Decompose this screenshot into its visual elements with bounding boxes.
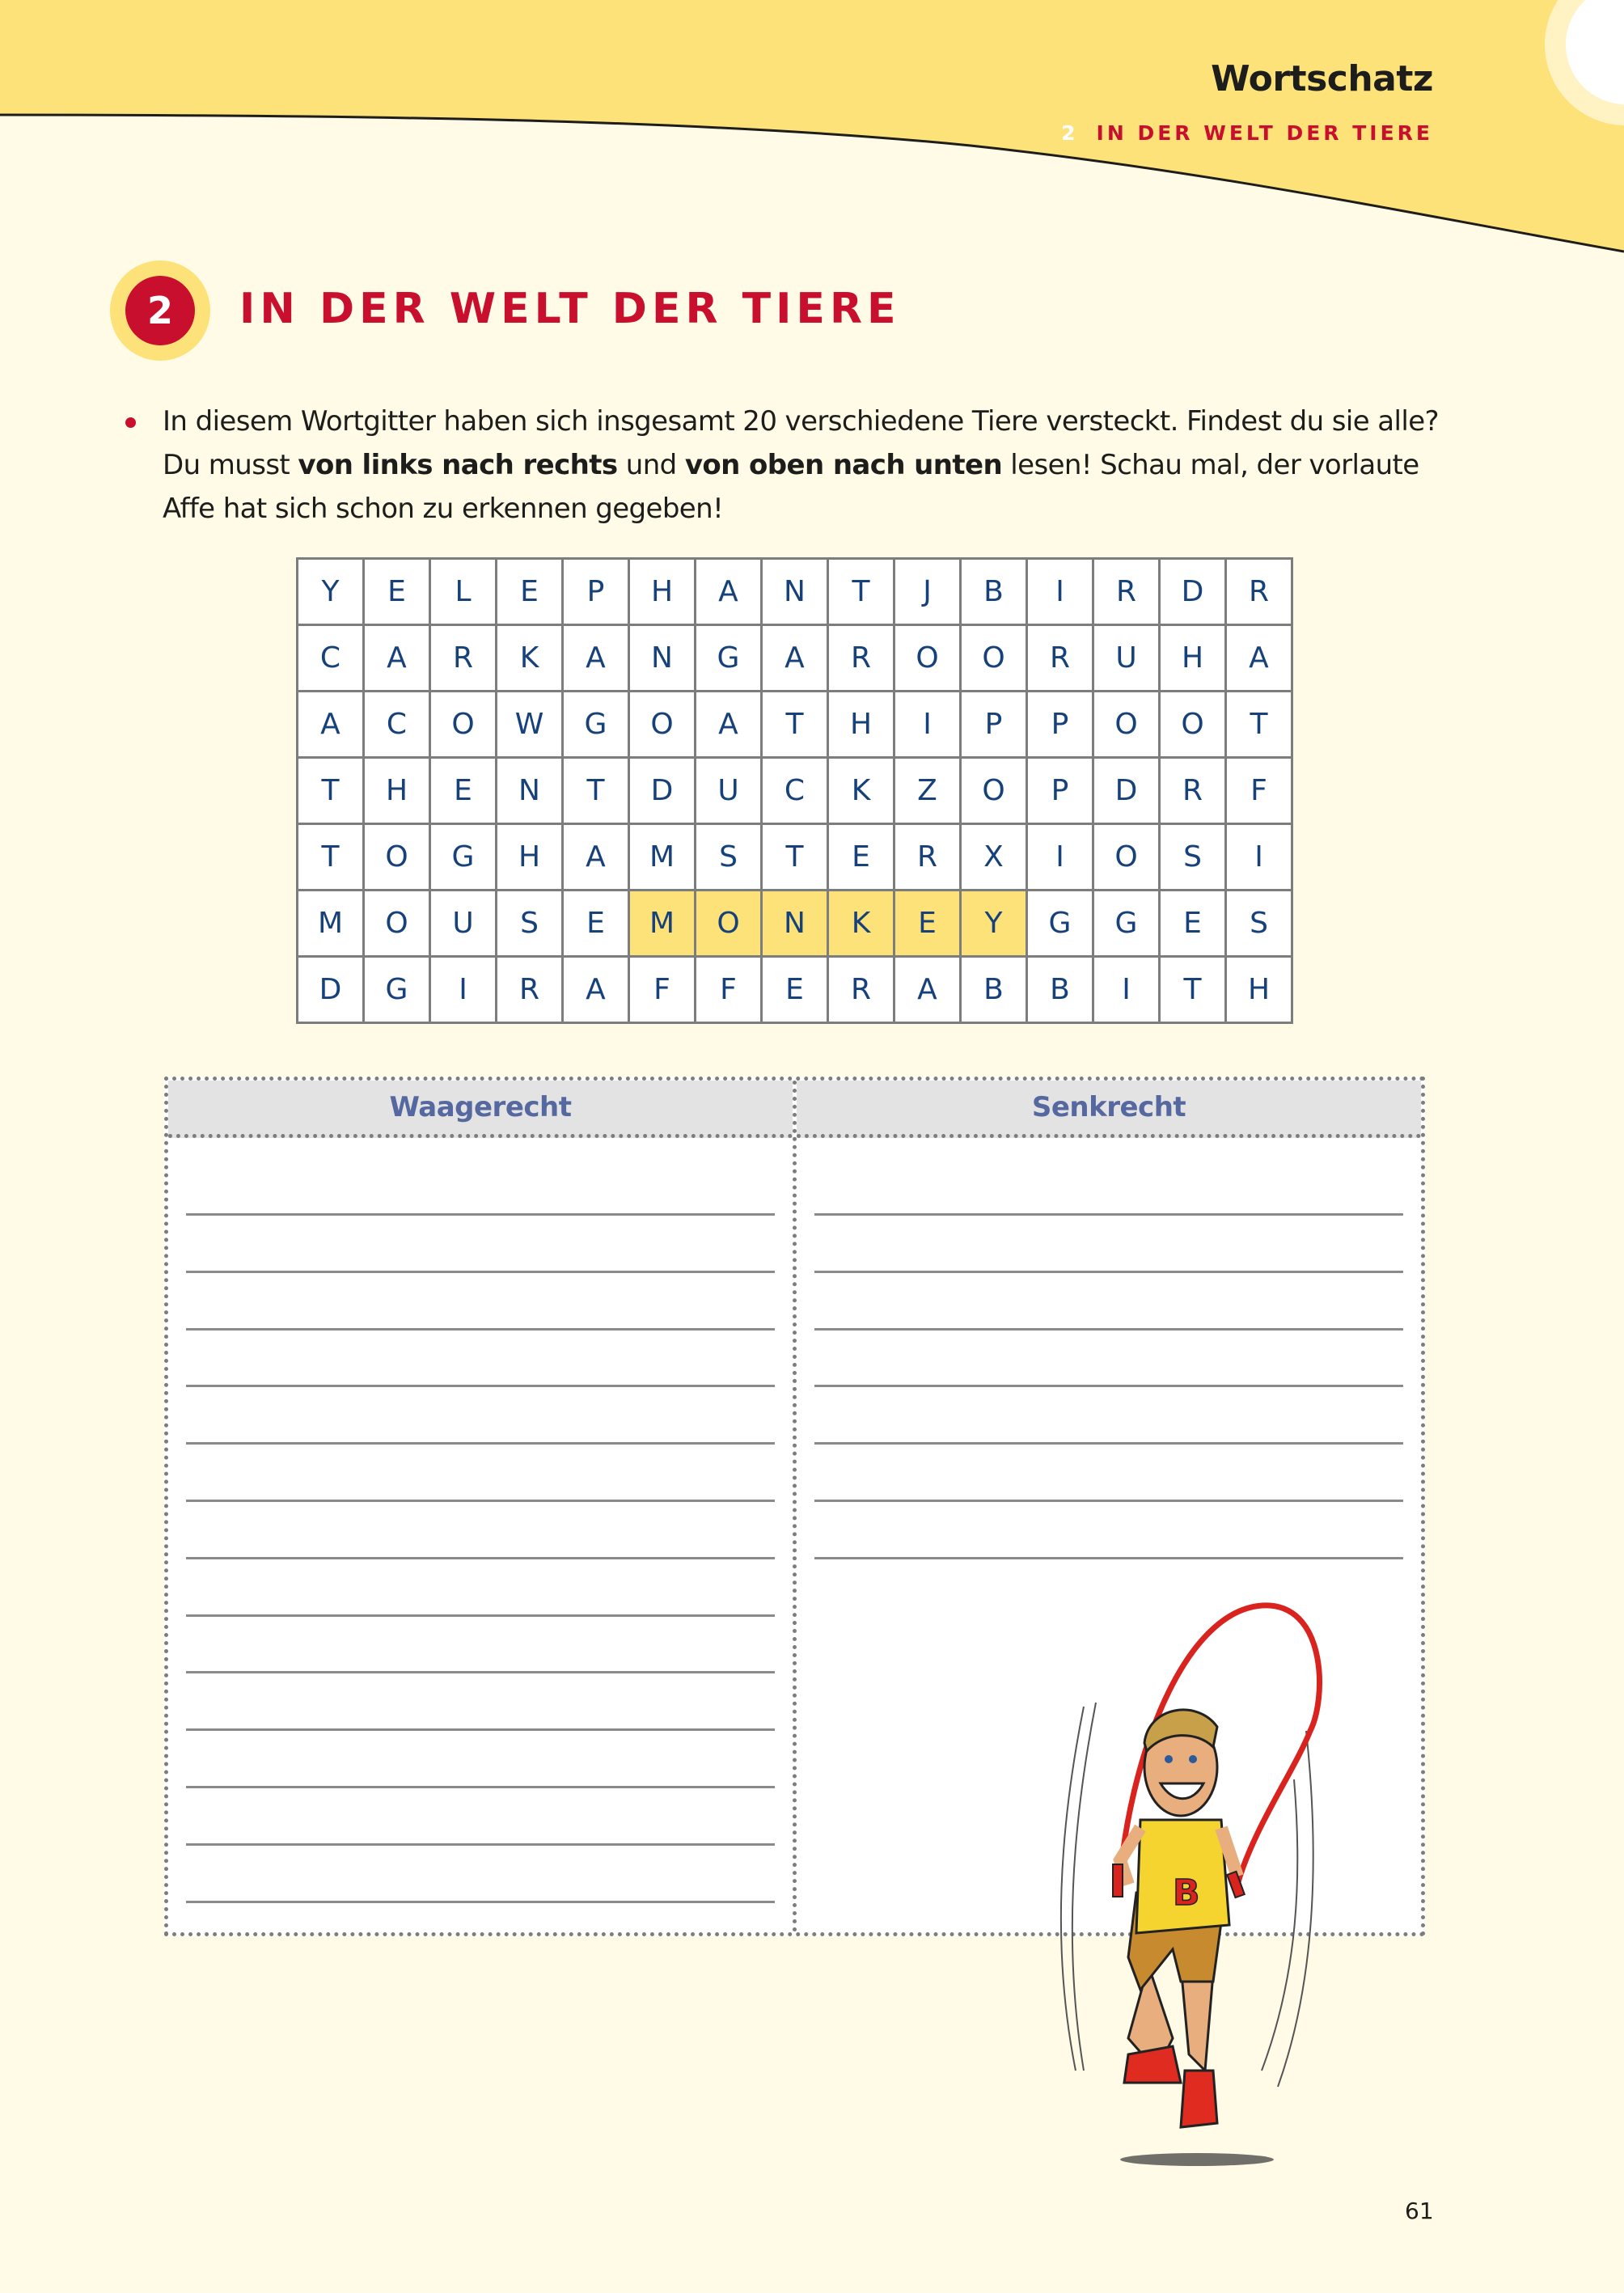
grid-cell: G xyxy=(364,957,430,1023)
grid-cell: K xyxy=(828,758,894,824)
grid-cell: E xyxy=(762,957,828,1023)
answer-line[interactable] xyxy=(186,1728,775,1731)
grid-cell: N xyxy=(762,559,828,625)
grid-cell: N xyxy=(629,625,696,692)
grid-cell: A xyxy=(894,957,961,1023)
grid-cell: B xyxy=(961,957,1027,1023)
grid-cell: A xyxy=(1226,625,1292,692)
grid-cell: I xyxy=(1027,559,1093,625)
grid-row xyxy=(298,559,1292,625)
running-section-name: IN DER WELT DER TIERE xyxy=(1096,121,1433,145)
grid-cell: A xyxy=(696,692,762,758)
grid-row xyxy=(298,957,1292,1023)
grid-cell: E xyxy=(828,824,894,891)
column-header-senkrecht: Senkrecht xyxy=(797,1081,1421,1138)
grid-cell: X xyxy=(961,824,1027,891)
answer-line[interactable] xyxy=(186,1442,775,1445)
grid-cell: I xyxy=(1027,824,1093,891)
grid-cell: M xyxy=(629,824,696,891)
answer-line[interactable] xyxy=(814,1442,1403,1445)
answer-line[interactable] xyxy=(814,1557,1403,1559)
section-number: 2 xyxy=(125,276,195,345)
answer-column-horizontal xyxy=(168,1081,797,1932)
grid-cell: H xyxy=(364,758,430,824)
bullet-icon xyxy=(125,417,136,428)
grid-row xyxy=(298,824,1292,891)
grid-cell: C xyxy=(298,625,364,692)
grid-cell: R xyxy=(1093,559,1160,625)
instructions-text-2: und xyxy=(617,449,685,481)
answer-line[interactable] xyxy=(814,1271,1403,1273)
grid-cell: A xyxy=(563,957,629,1023)
grid-cell: U xyxy=(430,891,497,957)
grid-cell: E xyxy=(894,891,961,957)
grid-cell: O xyxy=(696,891,762,957)
grid-cell: P xyxy=(1027,692,1093,758)
running-section-number: 2 xyxy=(1061,121,1079,145)
grid-cell: O xyxy=(629,692,696,758)
grid-cell: D xyxy=(298,957,364,1023)
grid-cell: R xyxy=(1027,625,1093,692)
grid-cell: D xyxy=(629,758,696,824)
answer-line[interactable] xyxy=(186,1671,775,1673)
grid-cell: R xyxy=(1226,559,1292,625)
column-header-waagerecht: Waagerecht xyxy=(168,1081,793,1138)
answer-line[interactable] xyxy=(186,1271,775,1273)
grid-cell: A xyxy=(364,625,430,692)
grid-cell: Y xyxy=(298,559,364,625)
grid-cell: S xyxy=(1160,824,1226,891)
svg-text:B: B xyxy=(1173,1872,1200,1914)
grid-cell: S xyxy=(497,891,563,957)
grid-cell: O xyxy=(430,692,497,758)
grid-cell: T xyxy=(1160,957,1226,1023)
answer-line[interactable] xyxy=(186,1385,775,1387)
grid-cell: E xyxy=(563,891,629,957)
answer-line[interactable] xyxy=(186,1786,775,1788)
grid-cell: H xyxy=(1160,625,1226,692)
grid-cell: F xyxy=(629,957,696,1023)
grid-cell: I xyxy=(1226,824,1292,891)
instructions-text-1: In diesem Wortgitter haben sich insgesamt 20 verschiedene Tiere versteckt. Findest du sie alle? Du musst xyxy=(163,405,1439,481)
grid-cell: T xyxy=(563,758,629,824)
grid-cell: W xyxy=(497,692,563,758)
grid-cell: O xyxy=(364,891,430,957)
grid-cell: G xyxy=(563,692,629,758)
grid-row xyxy=(298,758,1292,824)
page-number: 61 xyxy=(1405,2198,1434,2224)
answer-line[interactable] xyxy=(186,1213,775,1216)
instructions-bold-1: von links nach rechts xyxy=(298,449,618,481)
answer-line[interactable] xyxy=(814,1385,1403,1387)
grid-cell: G xyxy=(430,824,497,891)
grid-cell: I xyxy=(1093,957,1160,1023)
grid-cell: I xyxy=(430,957,497,1023)
grid-cell: D xyxy=(1093,758,1160,824)
grid-cell: G xyxy=(1027,891,1093,957)
word-search-grid xyxy=(296,557,1293,1024)
grid-cell: R xyxy=(828,625,894,692)
answer-line[interactable] xyxy=(814,1328,1403,1331)
grid-cell: E xyxy=(1160,891,1226,957)
grid-cell: R xyxy=(1160,758,1226,824)
grid-cell: Z xyxy=(894,758,961,824)
grid-cell: C xyxy=(364,692,430,758)
grid-cell: S xyxy=(1226,891,1292,957)
grid-cell: J xyxy=(894,559,961,625)
grid-row xyxy=(298,625,1292,692)
grid-cell: R xyxy=(497,957,563,1023)
grid-cell: Y xyxy=(961,891,1027,957)
jump-rope-boy-illustration xyxy=(1051,1585,1343,2184)
grid-cell: E xyxy=(497,559,563,625)
grid-cell: S xyxy=(696,824,762,891)
chapter-title: Wortschatz xyxy=(1211,58,1433,99)
grid-cell: U xyxy=(696,758,762,824)
grid-cell: U xyxy=(1093,625,1160,692)
running-section-heading xyxy=(1061,121,1433,145)
grid-cell: K xyxy=(497,625,563,692)
grid-cell: B xyxy=(1027,957,1093,1023)
grid-cell: D xyxy=(1160,559,1226,625)
grid-cell: R xyxy=(430,625,497,692)
grid-cell: H xyxy=(629,559,696,625)
grid-cell: M xyxy=(298,891,364,957)
grid-cell: O xyxy=(1093,692,1160,758)
grid-cell: T xyxy=(762,824,828,891)
grid-cell: A xyxy=(298,692,364,758)
grid-cell: T xyxy=(762,692,828,758)
grid-cell: O xyxy=(1160,692,1226,758)
exercise-instructions xyxy=(163,400,1457,531)
grid-cell: A xyxy=(563,625,629,692)
grid-cell: A xyxy=(762,625,828,692)
grid-cell: G xyxy=(1093,891,1160,957)
grid-cell: B xyxy=(961,559,1027,625)
grid-cell: H xyxy=(1226,957,1292,1023)
section-title: IN DER WELT DER TIERE xyxy=(239,285,901,333)
answer-line[interactable] xyxy=(814,1213,1403,1216)
grid-cell: N xyxy=(497,758,563,824)
grid-cell: F xyxy=(696,957,762,1023)
grid-cell: M xyxy=(629,891,696,957)
grid-cell: H xyxy=(497,824,563,891)
grid-cell: O xyxy=(961,625,1027,692)
section-number-badge xyxy=(110,260,210,361)
answer-line[interactable] xyxy=(186,1614,775,1617)
grid-cell: F xyxy=(1226,758,1292,824)
grid-cell: G xyxy=(696,625,762,692)
grid-cell: I xyxy=(894,692,961,758)
grid-cell: A xyxy=(696,559,762,625)
grid-cell: O xyxy=(1093,824,1160,891)
grid-cell: N xyxy=(762,891,828,957)
grid-cell: A xyxy=(563,824,629,891)
grid-cell: R xyxy=(828,957,894,1023)
grid-cell: O xyxy=(894,625,961,692)
instructions-bold-2: von oben nach unten xyxy=(684,449,1003,481)
grid-cell: R xyxy=(894,824,961,891)
grid-cell: E xyxy=(430,758,497,824)
grid-cell: C xyxy=(762,758,828,824)
grid-cell: P xyxy=(961,692,1027,758)
answer-line[interactable] xyxy=(186,1843,775,1846)
grid-cell: T xyxy=(298,758,364,824)
grid-cell: O xyxy=(364,824,430,891)
grid-cell: T xyxy=(1226,692,1292,758)
grid-cell: H xyxy=(828,692,894,758)
answer-line[interactable] xyxy=(186,1500,775,1502)
grid-cell: K xyxy=(828,891,894,957)
grid-cell: T xyxy=(298,824,364,891)
answer-line[interactable] xyxy=(814,1500,1403,1502)
grid-cell: P xyxy=(1027,758,1093,824)
grid-cell: T xyxy=(828,559,894,625)
grid-row xyxy=(298,692,1292,758)
grid-cell: O xyxy=(961,758,1027,824)
instructions-text-3: lesen! Schau mal, der vorlaute Affe hat sich schon zu erkennen gegeben! xyxy=(163,449,1419,525)
answer-line[interactable] xyxy=(186,1328,775,1331)
grid-cell: E xyxy=(364,559,430,625)
answer-line[interactable] xyxy=(186,1901,775,1903)
answer-line[interactable] xyxy=(186,1557,775,1559)
grid-cell: L xyxy=(430,559,497,625)
grid-cell: P xyxy=(563,559,629,625)
grid-row xyxy=(298,891,1292,957)
